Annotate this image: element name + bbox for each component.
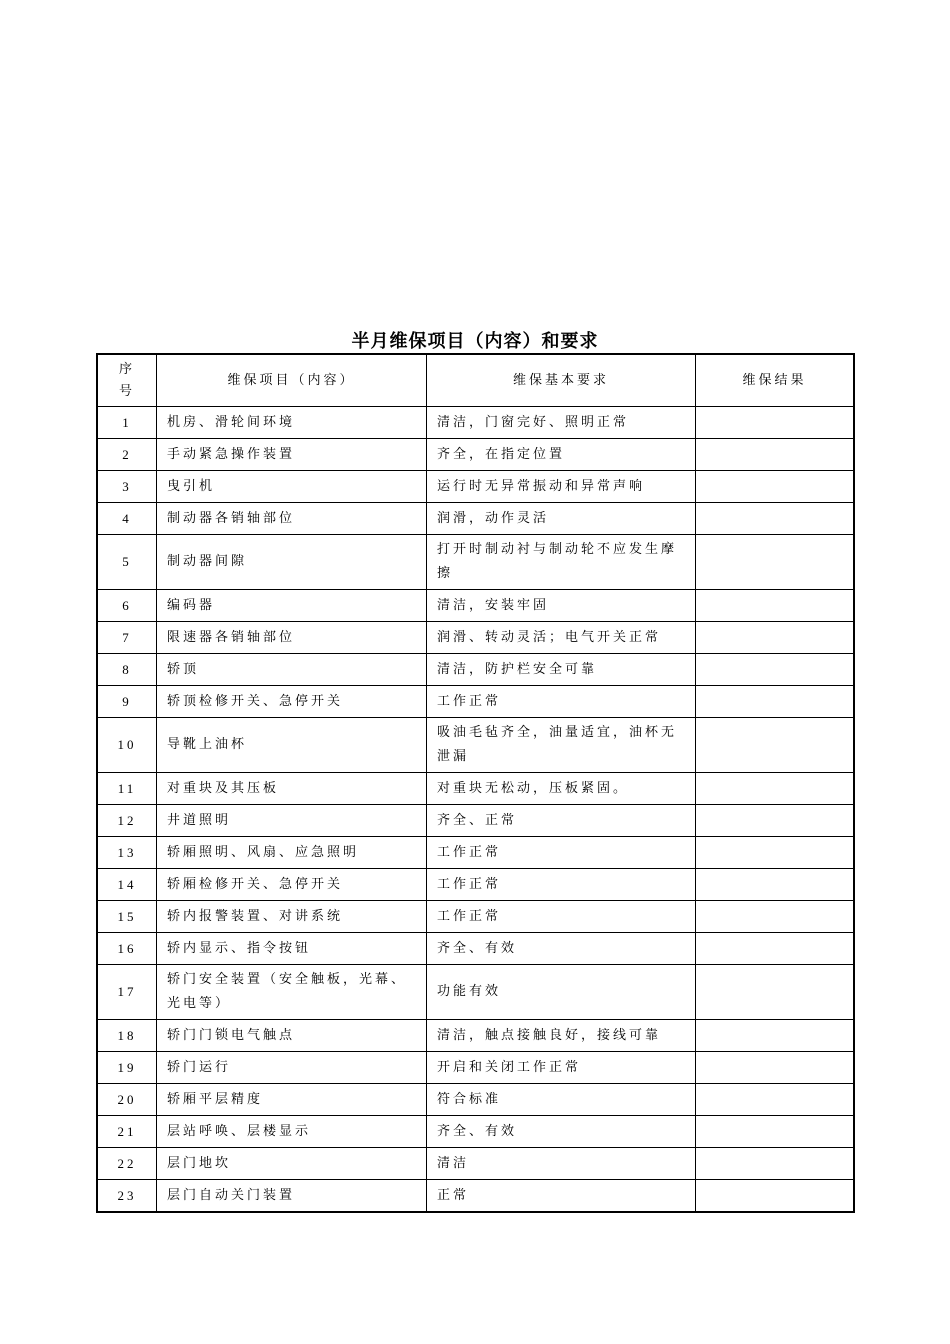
- row-number: 5: [97, 535, 157, 590]
- row-number: 11: [97, 773, 157, 805]
- row-item: 限速器各销轴部位: [157, 622, 427, 654]
- table-header-row: [97, 354, 854, 407]
- table-row: [97, 718, 854, 773]
- table-row: [97, 535, 854, 590]
- row-result[interactable]: [696, 773, 855, 805]
- header-item: 维保项目（内容）: [157, 354, 427, 407]
- row-number: 1: [97, 407, 157, 439]
- row-requirement: 齐全、有效: [427, 933, 696, 965]
- row-result[interactable]: [696, 407, 855, 439]
- table-row: [97, 1180, 854, 1213]
- document-title: 半月维保项目（内容）和要求: [351, 331, 599, 352]
- row-item: 制动器各销轴部位: [157, 503, 427, 535]
- row-item: 轿内显示、指令按钮: [157, 933, 427, 965]
- row-item: 层门自动关门装置: [157, 1180, 427, 1213]
- row-number: 21: [97, 1116, 157, 1148]
- row-number: 15: [97, 901, 157, 933]
- row-requirement: 工作正常: [427, 901, 696, 933]
- row-number: 7: [97, 622, 157, 654]
- row-item: 导靴上油杯: [157, 718, 427, 773]
- row-requirement: 清洁，安装牢固: [427, 590, 696, 622]
- row-number: 23: [97, 1180, 157, 1213]
- row-result[interactable]: [696, 439, 855, 471]
- table-row: [97, 622, 854, 654]
- row-number: 17: [97, 965, 157, 1020]
- row-number: 12: [97, 805, 157, 837]
- row-item: 轿顶检修开关、急停开关: [157, 686, 427, 718]
- header-no-line1: 序: [118, 361, 135, 377]
- row-result[interactable]: [696, 654, 855, 686]
- row-result[interactable]: [696, 837, 855, 869]
- header-no-line2: 号: [118, 383, 135, 399]
- row-requirement: 工作正常: [427, 837, 696, 869]
- row-item: 轿厢检修开关、急停开关: [157, 869, 427, 901]
- row-item: 轿门门锁电气触点: [157, 1020, 427, 1052]
- row-item: 轿厢平层精度: [157, 1084, 427, 1116]
- row-item: 机房、滑轮间环境: [157, 407, 427, 439]
- table-row: [97, 590, 854, 622]
- row-result[interactable]: [696, 965, 855, 1020]
- row-item: 曳引机: [157, 471, 427, 503]
- row-requirement: 开启和关闭工作正常: [427, 1052, 696, 1084]
- row-requirement: 润滑、转动灵活；电气开关正常: [427, 622, 696, 654]
- row-result[interactable]: [696, 805, 855, 837]
- row-number: 3: [97, 471, 157, 503]
- row-result[interactable]: [696, 1084, 855, 1116]
- row-result[interactable]: [696, 1148, 855, 1180]
- row-item: 轿厢照明、风扇、应急照明: [157, 837, 427, 869]
- row-number: 9: [97, 686, 157, 718]
- row-result[interactable]: [696, 1116, 855, 1148]
- row-number: 16: [97, 933, 157, 965]
- header-result: 维保结果: [696, 354, 855, 407]
- row-requirement: 润滑，动作灵活: [427, 503, 696, 535]
- row-item: 轿顶: [157, 654, 427, 686]
- table-row: [97, 773, 854, 805]
- row-result[interactable]: [696, 471, 855, 503]
- table-row: [97, 805, 854, 837]
- table-row: [97, 407, 854, 439]
- row-requirement: 运行时无异常振动和异常声响: [427, 471, 696, 503]
- row-result[interactable]: [696, 503, 855, 535]
- row-result[interactable]: [696, 718, 855, 773]
- row-number: 13: [97, 837, 157, 869]
- row-number: 19: [97, 1052, 157, 1084]
- table-row: [97, 837, 854, 869]
- row-number: 20: [97, 1084, 157, 1116]
- row-item: 制动器间隙: [157, 535, 427, 590]
- row-item: 轿门运行: [157, 1052, 427, 1084]
- row-item: 轿内报警装置、对讲系统: [157, 901, 427, 933]
- row-requirement: 清洁，门窗完好、照明正常: [427, 407, 696, 439]
- row-result[interactable]: [696, 1180, 855, 1213]
- row-requirement: 功能有效: [427, 965, 696, 1020]
- header-no: [97, 354, 157, 407]
- maintenance-table: [96, 353, 855, 1213]
- row-requirement: 清洁，防护栏安全可靠: [427, 654, 696, 686]
- row-requirement: 符合标准: [427, 1084, 696, 1116]
- row-item: 对重块及其压板: [157, 773, 427, 805]
- table-row: [97, 471, 854, 503]
- row-number: 2: [97, 439, 157, 471]
- table-row: [97, 901, 854, 933]
- row-requirement: 工作正常: [427, 869, 696, 901]
- table-row: [97, 1116, 854, 1148]
- row-item: 手动紧急操作装置: [157, 439, 427, 471]
- header-requirement: 维保基本要求: [427, 354, 696, 407]
- row-result[interactable]: [696, 901, 855, 933]
- row-item: 层门地坎: [157, 1148, 427, 1180]
- row-number: 22: [97, 1148, 157, 1180]
- row-number: 6: [97, 590, 157, 622]
- row-result[interactable]: [696, 622, 855, 654]
- row-item: 井道照明: [157, 805, 427, 837]
- row-requirement: 清洁: [427, 1148, 696, 1180]
- row-number: 18: [97, 1020, 157, 1052]
- row-requirement: 齐全，在指定位置: [427, 439, 696, 471]
- table-row: [97, 965, 854, 1020]
- row-requirement: 齐全、有效: [427, 1116, 696, 1148]
- row-requirement: 工作正常: [427, 686, 696, 718]
- row-result[interactable]: [696, 686, 855, 718]
- row-result[interactable]: [696, 535, 855, 590]
- table-row: [97, 1020, 854, 1052]
- row-result[interactable]: [696, 590, 855, 622]
- table-row: [97, 503, 854, 535]
- row-number: 14: [97, 869, 157, 901]
- table-row: [97, 1052, 854, 1084]
- table-body: [97, 407, 854, 1213]
- row-requirement: 正常: [427, 1180, 696, 1213]
- row-result[interactable]: [696, 869, 855, 901]
- table-row: [97, 933, 854, 965]
- table-row: [97, 869, 854, 901]
- row-item: 轿门安全装置（安全触板，光幕、光电等）: [157, 965, 427, 1020]
- table-row: [97, 1084, 854, 1116]
- table-row: [97, 1148, 854, 1180]
- row-result[interactable]: [696, 1020, 855, 1052]
- row-requirement: 打开时制动衬与制动轮不应发生摩擦: [427, 535, 696, 590]
- row-result[interactable]: [696, 1052, 855, 1084]
- table-row: [97, 439, 854, 471]
- table-row: [97, 654, 854, 686]
- row-number: 8: [97, 654, 157, 686]
- table-row: [97, 686, 854, 718]
- row-requirement: 吸油毛毡齐全，油量适宜，油杯无泄漏: [427, 718, 696, 773]
- row-requirement: 对重块无松动，压板紧固。: [427, 773, 696, 805]
- row-number: 10: [97, 718, 157, 773]
- row-requirement: 清洁，触点接触良好，接线可靠: [427, 1020, 696, 1052]
- row-item: 编码器: [157, 590, 427, 622]
- row-item: 层站呼唤、层楼显示: [157, 1116, 427, 1148]
- row-result[interactable]: [696, 933, 855, 965]
- row-requirement: 齐全、正常: [427, 805, 696, 837]
- row-number: 4: [97, 503, 157, 535]
